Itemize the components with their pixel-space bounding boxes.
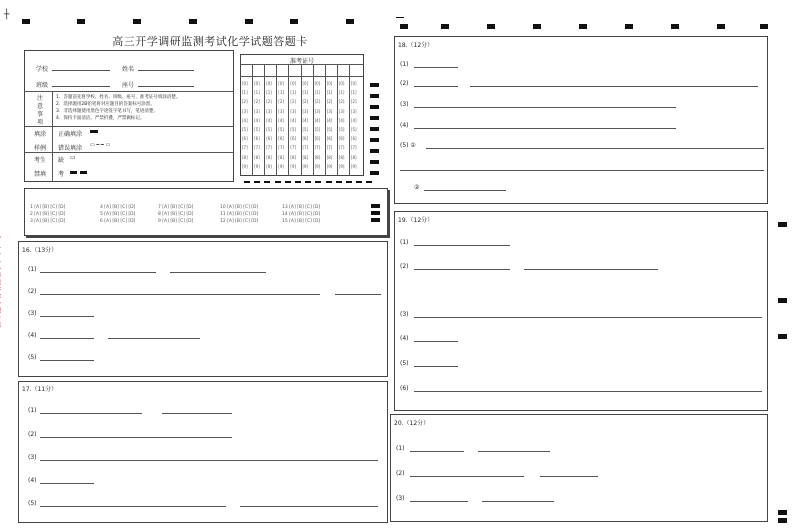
exam-digit-bubble[interactable]: [5] (266, 127, 272, 132)
exam-digit-bubble[interactable]: [2] (338, 99, 345, 105)
exam-digit-bubble[interactable]: [6] (350, 136, 357, 142)
q16-item: (1) (28, 266, 37, 273)
exam-digit-bubble[interactable]: [4] (326, 117, 333, 123)
missing-checkbox[interactable]: ▭ (70, 154, 76, 161)
exam-digit-bubble[interactable]: [5] (326, 127, 333, 132)
exam-digit-bubble[interactable]: [8] (266, 154, 272, 160)
timing-mark (625, 24, 633, 29)
exam-digit-bubble[interactable]: [6] (266, 136, 272, 142)
q17-item: (4) (28, 477, 37, 484)
grid-line (301, 64, 302, 176)
q16-answer-line[interactable] (108, 338, 200, 339)
exam-digit-bubble[interactable]: [4] (254, 117, 260, 123)
exam-digit-bubble[interactable]: [9] (254, 163, 260, 169)
q17-item: (3) (28, 454, 37, 461)
exam-digit-bubble[interactable]: [1] (242, 90, 248, 96)
q18-item: (3) (400, 101, 409, 108)
timing-mark (346, 19, 354, 24)
mc-question-row[interactable]: 7 [A] [B] [C] [D] (158, 205, 194, 210)
exam-digit-bubble[interactable]: [5] (278, 127, 284, 132)
absent-label: 考生 (34, 157, 47, 164)
q20-item: (2) (396, 470, 405, 477)
q19-answer-line[interactable] (414, 366, 458, 367)
notes-heading: 项 (37, 119, 44, 126)
exam-digit-bubble[interactable]: [0] (242, 81, 248, 86)
timing-mark (371, 204, 380, 208)
exam-digit-bubble[interactable]: [9] (302, 163, 309, 169)
mc-question-row[interactable]: 1 [A] [B] [C] [D] (30, 205, 66, 210)
exam-digit-bubble[interactable]: [2] (278, 99, 284, 105)
exam-digit-bubble[interactable]: [6] (242, 136, 248, 142)
q19-item: (5) (400, 360, 409, 367)
timing-mark (400, 24, 408, 29)
q18-answer-line[interactable] (414, 67, 458, 68)
timing-mark (275, 181, 281, 183)
q16-item: (2) (28, 288, 37, 295)
exam-digit-bubble[interactable]: [6] (254, 136, 260, 142)
timing-mark (533, 24, 541, 29)
q17-answer-line[interactable] (162, 413, 232, 414)
timing-mark (671, 24, 679, 29)
q17-answer-line[interactable] (240, 506, 378, 507)
q17-answer-line[interactable] (40, 437, 232, 438)
q17-header: 17.（11分） (22, 386, 58, 393)
exam-digit-bubble[interactable]: [0] (326, 81, 333, 86)
notes-line: 2．选择题用2B铅笔将对应题目的答案标号涂黑。 (56, 102, 155, 107)
q20-item: (3) (396, 495, 405, 502)
timing-mark (778, 298, 787, 303)
exam-digit-bubble[interactable]: [3] (314, 108, 321, 114)
q19-item: (1) (400, 239, 409, 246)
page-title: 高三开学调研监测考试化学试题答题卡 (112, 35, 308, 48)
exam-digit-bubble[interactable]: [7] (338, 145, 345, 151)
mc-question-row[interactable]: 10 [A] [B] [C] [D] (220, 205, 259, 210)
exam-digit-bubble[interactable]: [4] (242, 117, 248, 123)
exam-digit-bubble[interactable]: [7] (350, 145, 357, 151)
q20-answer-line[interactable] (410, 476, 524, 477)
grid-line (252, 64, 253, 176)
q18-answer-line[interactable] (426, 148, 764, 149)
exam-digit-bubble[interactable]: [0] (350, 81, 357, 86)
exam-digit-bubble[interactable]: [6] (290, 136, 297, 142)
q18-answer-line[interactable] (470, 86, 758, 87)
name-label: 姓名 (122, 66, 135, 73)
timing-mark (778, 222, 787, 227)
exam-digit-bubble[interactable]: [3] (326, 108, 333, 114)
absent-mark (70, 171, 77, 174)
exam-digit-bubble[interactable]: [0] (278, 81, 284, 86)
q16-answer-line[interactable] (40, 294, 320, 295)
exam-digit-bubble[interactable]: [8] (242, 154, 248, 160)
timing-mark (778, 518, 787, 523)
timing-mark (326, 181, 332, 183)
exam-digit-bubble[interactable]: [9] (278, 163, 284, 169)
q19-answer-line[interactable] (414, 317, 762, 318)
mc-question-row[interactable]: 4 [A] [B] [C] [D] (100, 205, 136, 210)
q18-box (394, 36, 768, 204)
timing-mark (133, 19, 141, 24)
exam-digit-bubble[interactable]: [7] (326, 145, 333, 151)
q19-box (394, 211, 768, 411)
timing-mark (717, 24, 725, 29)
exam-digit-bubble[interactable]: [2] (242, 99, 248, 105)
exam-digit-bubble[interactable]: [1] (314, 90, 321, 96)
q19-item: (4) (400, 335, 409, 342)
q18-answer-line[interactable] (414, 128, 676, 129)
corner-mark: ┼ (4, 10, 10, 20)
timing-mark (366, 181, 372, 183)
timing-mark (760, 24, 768, 29)
exam-digit-bubble[interactable]: [5] (350, 127, 357, 132)
exam-digit-bubble[interactable]: [2] (290, 99, 297, 105)
class-field[interactable] (52, 86, 110, 87)
exam-digit-bubble[interactable]: [3] (350, 108, 357, 114)
seat-label: 座号 (122, 82, 135, 89)
exam-digit-bubble[interactable]: [2] (266, 99, 272, 105)
q17-answer-line[interactable] (40, 506, 226, 507)
q17-answer-line[interactable] (40, 483, 94, 484)
absent-mark (80, 171, 87, 174)
exam-digit-bubble[interactable]: [2] (254, 99, 260, 105)
q19-item: (6) (400, 385, 409, 392)
notes-line: 4．保持卡面清洁，严禁折叠，严禁做标记。 (56, 116, 145, 121)
exam-digit-bubble[interactable]: [1] (254, 90, 260, 96)
seat-field[interactable] (138, 86, 194, 87)
exam-digit-bubble[interactable]: [1] (290, 90, 297, 96)
timing-mark (396, 17, 404, 18)
grid-line (349, 64, 350, 176)
exam-digit-bubble[interactable]: [4] (278, 117, 284, 123)
mc-question-row[interactable]: 2 [A] [B] [C] [D] (30, 212, 66, 217)
exam-digit-bubble[interactable]: [8] (326, 154, 333, 160)
q18-answer-line[interactable] (414, 107, 676, 108)
q20-box (390, 414, 768, 522)
q16-item: (3) (28, 310, 37, 317)
mc-question-row[interactable]: 14 [A] [B] [C] [D] (282, 212, 321, 217)
mc-question-row[interactable]: 12 [A] [B] [C] [D] (220, 219, 259, 224)
grid-line (288, 64, 289, 176)
timing-mark (370, 127, 379, 131)
q16-item: (4) (28, 332, 37, 339)
timing-mark (370, 138, 379, 142)
exam-digit-bubble[interactable]: [9] (350, 163, 357, 169)
divider (52, 91, 53, 182)
timing-mark (77, 19, 85, 24)
exam-digit-bubble[interactable]: [4] (290, 117, 297, 123)
timing-mark (254, 181, 260, 183)
q18-answer-line[interactable] (400, 170, 764, 171)
q19-answer-line[interactable] (414, 245, 510, 246)
mc-question-row[interactable]: 11 [A] [B] [C] [D] (220, 212, 259, 217)
exam-digit-bubble[interactable]: [6] (314, 136, 321, 142)
exam-digit-bubble[interactable]: [0] (314, 81, 321, 86)
q18-item: (4) (400, 122, 409, 129)
divider (240, 76, 364, 77)
class-label: 班级 (36, 82, 49, 89)
timing-mark (22, 19, 30, 24)
q18-answer-line[interactable] (424, 190, 506, 191)
q19-answer-line[interactable] (524, 269, 658, 270)
exam-digit-bubble[interactable]: [5] (302, 127, 309, 132)
notes-heading: 注 (37, 95, 44, 102)
notes-heading: 意 (37, 103, 44, 110)
exam-digit-bubble[interactable]: [0] (290, 81, 297, 86)
timing-mark (778, 510, 787, 515)
q18-item: (1) (400, 61, 409, 68)
exam-digit-bubble[interactable]: [7] (278, 145, 284, 151)
exam-digit-bubble[interactable]: [7] (314, 145, 321, 151)
mc-question-row[interactable]: 5 [A] [B] [C] [D] (100, 212, 136, 217)
exam-digit-bubble[interactable]: [1] (350, 90, 357, 96)
exam-digit-bubble[interactable]: [1] (302, 90, 309, 96)
grid-line (276, 64, 277, 176)
exam-digit-bubble[interactable]: [8] (290, 154, 297, 160)
mc-question-row[interactable]: 8 [A] [B] [C] [D] (158, 212, 194, 217)
exam-digit-bubble[interactable]: [3] (242, 108, 248, 114)
exam-digit-bubble[interactable]: [0] (302, 81, 309, 86)
notes-line: 3．非选择题使用黑色字迹签字笔书写，笔迹清楚。 (56, 109, 158, 114)
timing-mark (305, 181, 311, 183)
watermark (0, 206, 2, 328)
q16-answer-line[interactable] (335, 294, 381, 295)
notes-heading: 事 (37, 111, 44, 118)
q20-answer-line[interactable] (410, 501, 468, 502)
q19-answer-line[interactable] (414, 269, 510, 270)
exam-digit-bubble[interactable]: [9] (290, 163, 297, 169)
exam-digit-bubble[interactable]: [3] (266, 108, 272, 114)
q16-item: (5) (28, 354, 37, 361)
exam-digit-bubble[interactable]: [1] (266, 90, 272, 96)
exam-digit-bubble[interactable]: [8] (350, 154, 357, 160)
exam-digit-bubble[interactable]: [4] (314, 117, 321, 123)
q18-answer-line[interactable] (414, 86, 458, 87)
q17-item: (1) (28, 407, 37, 414)
q18-item: (2) (400, 80, 409, 87)
mc-question-row[interactable]: 6 [A] [B] [C] [D] (100, 219, 136, 224)
exam-digit-bubble[interactable]: [5] (242, 127, 248, 132)
timing-mark (315, 181, 321, 183)
multiple-choice-box (24, 188, 388, 236)
q19-item: (2) (400, 263, 409, 270)
q20-header: 20.（12分） (394, 420, 430, 427)
q17-answer-line[interactable] (40, 413, 142, 414)
q20-answer-line[interactable] (478, 451, 550, 452)
exam-digit-bubble[interactable]: [3] (338, 108, 345, 114)
wrong-fill-sample: ▭ ━ ━ ▭ (90, 142, 111, 148)
timing-mark (487, 24, 495, 29)
exam-digit-bubble[interactable]: [7] (254, 145, 260, 151)
q20-answer-line[interactable] (540, 476, 598, 477)
grid-line (325, 64, 326, 176)
divider (240, 64, 364, 65)
exam-digit-bubble[interactable]: [5] (338, 127, 345, 132)
exam-digit-bubble[interactable]: [7] (302, 145, 309, 151)
fill-label: 填涂 (34, 131, 47, 138)
q20-item: (1) (396, 445, 405, 452)
exam-digit-bubble[interactable]: [9] (266, 163, 272, 169)
exam-digit-bubble[interactable]: [4] (350, 117, 357, 123)
divider (24, 152, 234, 153)
exam-digit-bubble[interactable]: [8] (338, 154, 345, 160)
timing-mark (356, 181, 362, 183)
exam-digit-bubble[interactable]: [8] (254, 154, 260, 160)
correct-fill-sample (90, 130, 98, 133)
exam-digit-bubble[interactable]: [3] (290, 108, 297, 114)
exam-digit-bubble[interactable]: [1] (278, 90, 284, 96)
timing-mark (244, 181, 250, 183)
exam-digit-bubble[interactable]: [5] (254, 127, 260, 132)
divider (24, 126, 234, 127)
q18-header: 18.（12分） (398, 42, 434, 49)
school-label: 学校 (36, 66, 49, 73)
q16-header: 16.（13分） (22, 247, 58, 254)
exam-digit-bubble[interactable]: [2] (326, 99, 333, 105)
exam-digit-bubble[interactable]: [8] (302, 154, 309, 160)
timing-mark (579, 24, 587, 29)
timing-mark (370, 83, 379, 87)
q16-answer-line[interactable] (40, 316, 94, 317)
mc-question-row[interactable]: 13 [A] [B] [C] [D] (282, 205, 321, 210)
q17-item: (5) (28, 500, 37, 507)
exam-digit-bubble[interactable]: [4] (266, 117, 272, 123)
timing-mark (370, 160, 379, 164)
timing-mark (346, 181, 352, 183)
exam-digit-bubble[interactable]: [3] (254, 108, 260, 114)
timing-mark (295, 181, 301, 183)
timing-mark (370, 105, 379, 109)
timing-mark (371, 211, 380, 215)
grid-line (264, 64, 265, 176)
exam-digit-bubble[interactable]: [7] (290, 145, 297, 151)
exam-digit-bubble[interactable]: [6] (278, 136, 284, 142)
exam-digit-bubble[interactable]: [7] (242, 145, 248, 151)
exam-digit-bubble[interactable]: [3] (302, 108, 309, 114)
exam-digit-bubble[interactable]: [2] (302, 99, 309, 105)
q17-answer-line[interactable] (40, 460, 378, 461)
exam-digit-bubble[interactable]: [8] (314, 154, 321, 160)
timing-mark (778, 334, 787, 339)
timing-mark (370, 149, 379, 153)
exam-digit-bubble[interactable]: [4] (338, 117, 345, 123)
timing-mark (290, 19, 298, 24)
mc-question-row[interactable]: 3 [A] [B] [C] [D] (30, 219, 66, 224)
notes-line: 1．答题前先将学校、姓名、班级、座号、准考证号填涂清楚。 (56, 95, 181, 100)
q16-answer-line[interactable] (40, 360, 94, 361)
timing-mark (370, 116, 379, 120)
exam-digit-bubble[interactable]: [6] (302, 136, 309, 142)
exam-digit-bubble[interactable]: [1] (326, 90, 333, 96)
missing-label: 缺 (58, 157, 65, 164)
q19-header: 19.（12分） (398, 217, 434, 224)
q16-box (18, 241, 388, 377)
wrong-fill-label: 错误填涂 (58, 145, 83, 152)
timing-mark (245, 19, 253, 24)
fill-label: 样例 (34, 145, 47, 152)
q19-answer-line[interactable] (414, 341, 458, 342)
exam-digit-bubble[interactable]: [9] (338, 163, 345, 169)
q17-box (18, 381, 388, 523)
correct-fill-label: 正确填涂 (58, 131, 83, 138)
exam-digit-bubble[interactable]: [1] (338, 90, 345, 96)
exam-digit-bubble[interactable]: [6] (326, 136, 333, 142)
timing-mark (189, 19, 197, 24)
q19-answer-line[interactable] (414, 391, 762, 392)
mc-question-row[interactable]: 9 [A] [B] [C] [D] (158, 219, 194, 224)
timing-mark (371, 218, 380, 222)
q16-answer-line[interactable] (170, 272, 266, 273)
exam-number-label: 准考证号 (290, 58, 315, 65)
school-field[interactable] (52, 70, 110, 71)
q16-answer-line[interactable] (40, 272, 156, 273)
exam-digit-bubble[interactable]: [6] (338, 136, 345, 142)
exam-digit-bubble[interactable]: [5] (314, 127, 321, 132)
q18-item: ② (414, 184, 420, 191)
q18-item: (5) ① (400, 142, 416, 149)
divider (24, 91, 234, 92)
exam-digit-bubble[interactable]: [2] (314, 99, 321, 105)
exam-digit-bubble[interactable]: [4] (302, 117, 309, 123)
grid-line (313, 64, 314, 176)
exam-digit-bubble[interactable]: [0] (338, 81, 345, 86)
exam-digit-bubble[interactable]: [9] (326, 163, 333, 169)
mc-question-row[interactable]: 15 [A] [B] [C] [D] (282, 219, 321, 224)
exam-digit-bubble[interactable]: [0] (266, 81, 272, 86)
exam-digit-bubble[interactable]: [5] (290, 127, 297, 132)
name-field[interactable] (138, 70, 194, 71)
timing-mark (370, 94, 379, 98)
exam-label: 考 (58, 171, 65, 178)
absent-label: 禁填 (34, 171, 47, 178)
timing-mark (285, 181, 291, 183)
timing-mark (336, 181, 342, 183)
q19-item: (3) (400, 311, 409, 318)
grid-line (337, 64, 338, 176)
timing-mark (264, 181, 270, 183)
timing-mark (441, 24, 449, 29)
q16-answer-line[interactable] (40, 338, 94, 339)
exam-digit-bubble[interactable]: [2] (350, 99, 357, 105)
q17-item: (2) (28, 431, 37, 438)
exam-digit-bubble[interactable]: [8] (278, 154, 284, 160)
exam-digit-bubble[interactable]: [7] (266, 145, 272, 151)
q20-answer-line[interactable] (482, 501, 554, 502)
timing-mark (370, 171, 379, 175)
exam-digit-bubble[interactable]: [3] (278, 108, 284, 114)
exam-digit-bubble[interactable]: [9] (314, 163, 321, 169)
exam-digit-bubble[interactable]: [0] (254, 81, 260, 86)
exam-digit-bubble[interactable]: [9] (242, 163, 248, 169)
q20-answer-line[interactable] (410, 451, 464, 452)
